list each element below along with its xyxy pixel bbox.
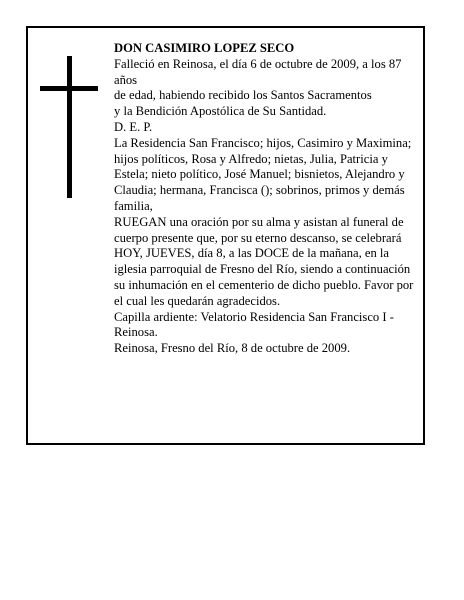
cross-vertical-bar bbox=[67, 56, 72, 198]
rip-line: D. E. P. bbox=[114, 119, 153, 134]
chapel-info: Capilla ardiente: Velatorio Residencia San Francisco I - Reinosa. bbox=[114, 309, 394, 340]
cross-horizontal-bar bbox=[40, 86, 98, 91]
deceased-name: DON CASIMIRO LOPEZ SECO bbox=[114, 41, 295, 55]
place-date-line: Reinosa, Fresno del Río, 8 de octubre de 2009. bbox=[114, 341, 351, 356]
cross-icon bbox=[40, 56, 98, 198]
obituary-notice bbox=[26, 26, 425, 445]
notice-text bbox=[114, 41, 420, 357]
death-announcement: Falleció en Reinosa, el día 6 de octubre de 2009, a los 87 años bbox=[114, 56, 402, 87]
sacraments-line: de edad, habiendo recibido los Santos Sacramentos bbox=[114, 88, 372, 103]
funeral-request: RUEGAN una oración por su alma y asistan al funeral de cuerpo presente que, por su eterno descanso, se celebrará HOY, JUEVES, día 8, a las DOCE de la mañana, en la iglesia parroquial de Fresno del Río, siendo a continuación su inhumación en el cementerio de dicho pueblo. Favor por el cual les quedarán agradecidos. bbox=[114, 214, 414, 308]
blessing-line: y la Bendición Apostólica de Su Santidad. bbox=[114, 104, 327, 119]
family-list: La Residencia San Francisco; hijos, Casimiro y Maximina; hijos políticos, Rosa y Alfredo; nietas, Julia, Patricia y Estela; nieto político, José Manuel; bisnietos, Alejandro y Claudia; hermana, Francisca (); sobrinos, primos y demás familia, bbox=[114, 135, 412, 213]
